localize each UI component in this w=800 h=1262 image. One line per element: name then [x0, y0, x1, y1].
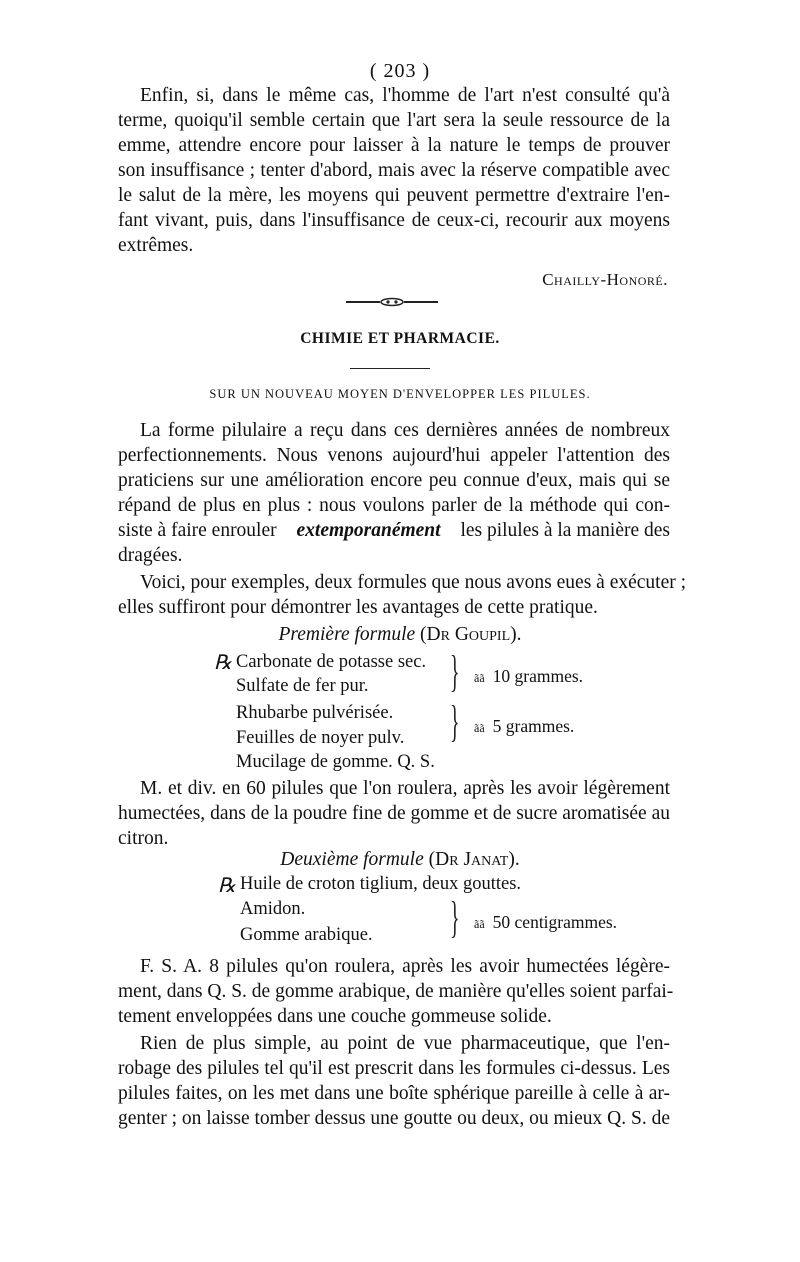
- formula2-instr-3: tement enveloppées dans une couche gommeuse solide.: [118, 1006, 552, 1027]
- intro-line-5: le salut de la mère, les moyens qui peuvent permettre d'extraire l'en-: [118, 185, 670, 206]
- section-title: CHIMIE ET PHARMACIE.: [300, 330, 500, 347]
- formula1-instr-1: M. et div. en 60 pilules que l'on roulera, après les avoir légèrement: [140, 778, 670, 799]
- formula1-author: Goupil).: [454, 624, 522, 645]
- formula1-ingredient-4: Feuilles de noyer pulv.: [236, 728, 405, 748]
- intro-line-7: extrêmes.: [118, 235, 194, 256]
- section-subtitle: SUR UN NOUVEAU MOYEN D'ENVELOPPER LES PILULES.: [209, 387, 591, 401]
- formula2-ingredient-2: Amidon.: [240, 899, 306, 919]
- formula1-instr-3: citron.: [118, 828, 169, 849]
- intro-line-1: Enfin, si, dans le même cas, l'homme de l'art n'est consulté qu'à: [140, 85, 670, 106]
- para3-line-2: robage des pilules tel qu'il est prescrit dans les formules ci-dessus. Les: [118, 1058, 670, 1079]
- formula2-instr-1: F. S. A. 8 pilules qu'on roulera, après les avoir humectées légère-: [140, 956, 670, 977]
- ana-symbol: ãã: [474, 917, 485, 931]
- brace-icon: }: [450, 697, 460, 746]
- ana-symbol: ãã: [474, 721, 485, 735]
- para1-line-2: perfectionnements. Nous venons aujourd'hui appeler l'attention des: [118, 445, 670, 466]
- formula1-quantity-2-value: 5 grammes.: [492, 716, 575, 736]
- formula1-ingredient-3: Rhubarbe pulvérisée.: [236, 703, 394, 723]
- para1-line-1: La forme pilulaire a reçu dans ces dernières années de nombreux: [140, 420, 670, 441]
- ornament-divider-icon: [344, 296, 440, 308]
- formula2-quantity-1-value: 50 centigrammes.: [492, 912, 618, 932]
- para1-emphasis: extemporanément: [296, 520, 441, 541]
- formula1-title-text: Première formule: [278, 624, 416, 645]
- formula2-ingredient-3: Gomme arabique.: [240, 925, 373, 945]
- recipe-symbol-icon: ℞: [214, 652, 232, 674]
- brace-icon: }: [450, 647, 460, 696]
- para1-line-4: répand de plus en plus : nous voulons parler de la méthode qui con-: [118, 495, 670, 516]
- intro-line-6: fant vivant, puis, dans l'insuffisance de ceux-ci, recourir aux moyens: [118, 210, 670, 231]
- para1-line-5: [118, 519, 670, 543]
- formula1-title: [0, 624, 800, 646]
- formula1-ingredient-2: Sulfate de fer pur.: [236, 676, 369, 696]
- para2-line-2: elles suffiront pour démontrer les avantages de cette pratique.: [118, 597, 598, 618]
- formula2-title: [0, 849, 800, 871]
- formula2-author: Janat).: [463, 849, 520, 870]
- para3-line-4: genter ; on laisse tomber dessus une goutte ou deux, ou mieux Q. S. de: [118, 1108, 670, 1129]
- intro-line-3: emme, attendre encore pour laisser à la nature le temps de prouver: [118, 135, 670, 156]
- recipe-symbol-icon: ℞: [218, 875, 236, 897]
- formula1-author-prefix: (Dr: [420, 624, 450, 645]
- section-rule: [350, 368, 430, 369]
- formula1-ingredient-5: Mucilage de gomme. Q. S.: [236, 752, 435, 772]
- para3-line-3: pilules faites, on les met dans une boîte sphérique pareille à celle à ar-: [118, 1083, 670, 1104]
- formula1-instr-2: humectées, dans de la poudre fine de gomme et de sucre aromatisée au: [118, 803, 670, 824]
- formula2-title-text: Deuxième formule: [280, 849, 424, 870]
- para1-text-b: les pilules à la manière des: [460, 520, 670, 541]
- para1-line-6: dragées.: [118, 545, 183, 566]
- para1-line-3: praticiens sur une amélioration encore peu connue d'eux, mais qui se: [118, 470, 670, 491]
- author-signature: Chailly-Honoré.: [542, 270, 668, 289]
- formula1-quantity-1: [474, 666, 583, 687]
- formula1-quantity-1-value: 10 grammes.: [492, 666, 584, 686]
- ana-symbol: ãã: [474, 671, 485, 685]
- formula1-quantity-2: [474, 716, 574, 737]
- formula2-instr-2: ment, dans Q. S. de gomme arabique, de manière qu'elles soient parfai-: [118, 981, 674, 1002]
- formula1-ingredient-1: Carbonate de potasse sec.: [236, 652, 427, 672]
- formula2-quantity-1: [474, 912, 617, 933]
- para3-line-1: Rien de plus simple, au point de vue pharmaceutique, que l'en-: [140, 1033, 670, 1054]
- page-number: ( 203 ): [369, 60, 431, 82]
- intro-line-2: terme, quoiqu'il semble certain que l'art sera la seule ressource de la: [118, 110, 670, 131]
- para2-line-1: Voici, pour exemples, deux formules que nous avons eues à exécuter ;: [140, 572, 687, 593]
- para1-text-a: siste à faire enrouler: [118, 520, 277, 541]
- brace-icon: }: [450, 893, 460, 942]
- intro-line-4: son insuffisance ; tenter d'abord, mais avec la réserve compatible avec: [118, 160, 670, 181]
- formula2-ingredient-1: Huile de croton tiglium, deux gouttes.: [240, 874, 522, 894]
- formula2-author-prefix: (Dr: [428, 849, 459, 870]
